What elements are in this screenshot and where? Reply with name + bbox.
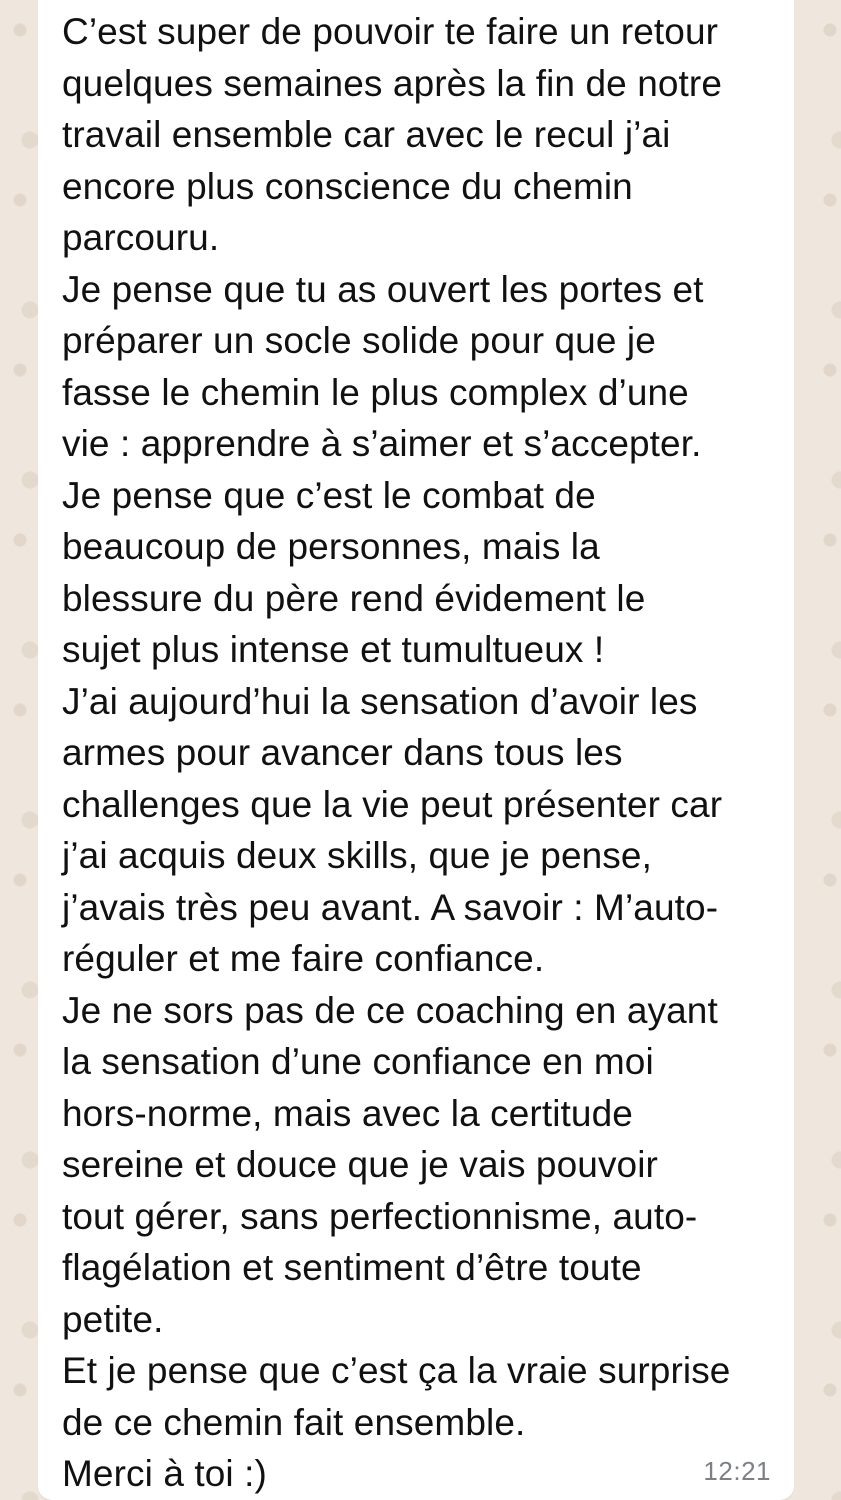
message-text: C’est super de pouvoir te faire un retour quelques semaines après la fin de notre travail ensemble car avec le recul j’ai encore plus conscience du chemin parcouru. Je pense que tu as ouvert les portes et préparer un socle solide pour que je fasse le chemin le plus complex d’une vie : apprendre à s’aimer et s’accepter. Je pense que c’est le combat de beaucoup de personnes, mais la blessure du père rend évidement le sujet plus intense et tumultueux ! J’ai aujourd’hui la sensation d’avoir les armes pour avancer dans tous les challenges que la vie peut présenter car j’ai acquis deux skills, que je pense, j’avais très peu avant. A savoir : M’auto- réguler et me faire confiance. Je ne sors pas de ce coaching en ayant la sensation d’une confiance en moi hors-norme, mais avec la certitude sereine et douce que je vais pouvoir tout gérer, sans perfectionnisme, auto- flagélation et sentiment d’être toute petite. Et je pense que c’est ça la vraie surprise de ce chemin fait ensemble. Merci à toi :) <box>62 11 731 1494</box>
message-timestamp: 12:21 <box>703 1456 771 1486</box>
